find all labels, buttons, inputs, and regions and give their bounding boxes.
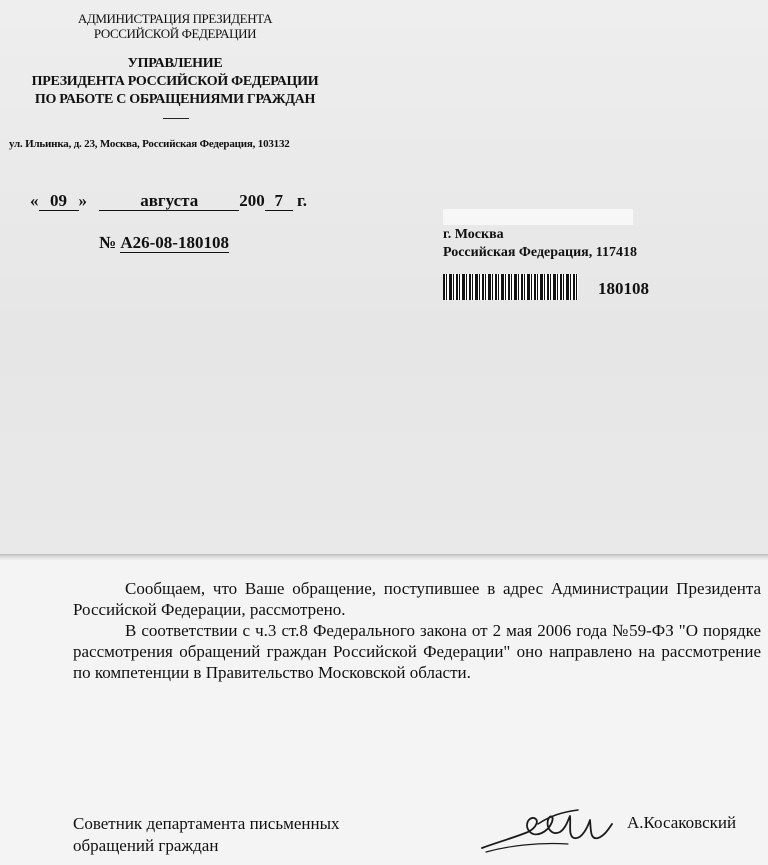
recipient-address	[443, 226, 637, 262]
date-day: 09	[39, 192, 79, 211]
body-paragraph-2: В соответствии с ч.3 ст.8 Федерального закона от 2 мая 2006 года №59-ФЗ "О порядке рассмотрения обращений граждан Российской Федерации" оно направлено на рассмотрение по компетенции в Правительство Московской области.	[73, 621, 761, 682]
date-year-prefix: 200	[239, 191, 265, 210]
date-close-quote: »	[78, 191, 87, 210]
letterhead-department	[10, 55, 340, 109]
date-month: августа	[99, 192, 239, 211]
recipient-city: г. Москва	[443, 227, 504, 242]
administration-line-2: РОССИЙСКОЙ ФЕДЕРАЦИИ	[93, 26, 257, 41]
date-year-mark: г.	[297, 191, 308, 210]
handwritten-signature	[478, 802, 628, 862]
body-paragraph-1: Сообщаем, что Ваше обращение, поступившее в адрес Администрации Президента Российской Федерации, рассмотрено.	[73, 579, 761, 619]
reference-prefix: №	[99, 233, 117, 252]
signatory-title: Советник департамента письменных обращений граждан	[73, 814, 340, 855]
reference-value: А26-08-180108	[120, 233, 229, 252]
department-line-1: УПРАВЛЕНИЕ	[127, 56, 223, 71]
postal-barcode	[443, 274, 578, 300]
signatory-name: А.Косаковский	[627, 813, 737, 832]
letter-date	[30, 191, 307, 211]
date-year-suffix: 7	[265, 192, 293, 211]
recipient-country-zip: Российская Федерация, 117418	[443, 245, 637, 260]
date-open-quote: «	[30, 191, 39, 210]
header-divider	[163, 118, 189, 119]
letter-body	[73, 578, 761, 683]
barcode-number: 180108	[598, 279, 649, 298]
department-line-3: ПО РАБОТЕ С ОБРАЩЕНИЯМИ ГРАЖДАН	[34, 92, 316, 107]
department-line-2: ПРЕЗИДЕНТА РОССИЙСКОЙ ФЕДЕРАЦИИ	[31, 74, 319, 89]
reference-number	[99, 233, 229, 253]
redacted-recipient-name	[443, 209, 633, 225]
letterhead-administration	[45, 11, 305, 41]
administration-line-1: АДМИНИСТРАЦИЯ ПРЕЗИДЕНТА	[77, 11, 273, 26]
letterhead-address: ул. Ильинка, д. 23, Москва, Российская Федерация, 103132	[9, 138, 290, 150]
